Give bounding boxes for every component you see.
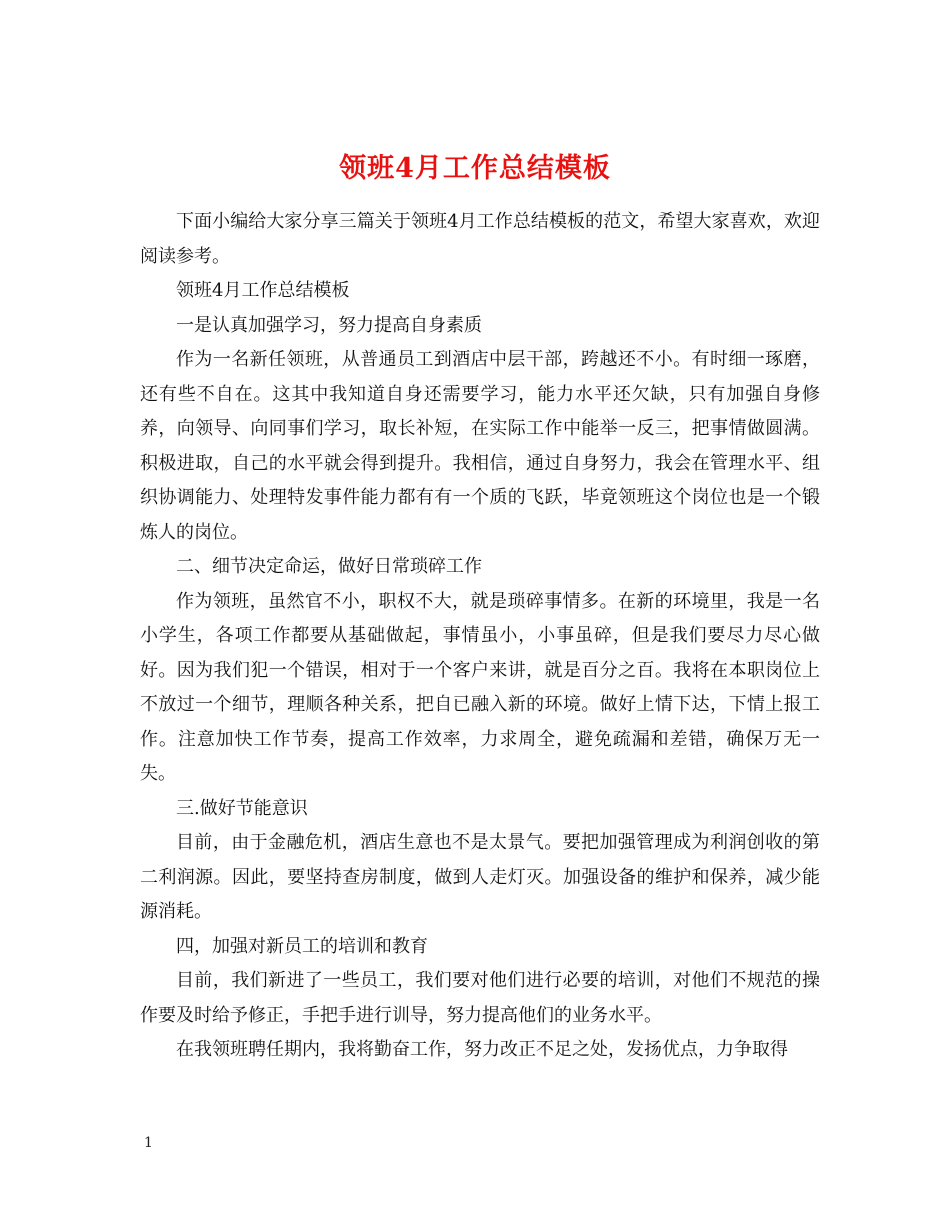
page-number: 1 — [144, 1135, 153, 1151]
subtitle-paragraph: 领班4月工作总结模板 — [176, 280, 350, 301]
section-heading-1: 一是认真加强学习，努力提高自身素质 — [176, 314, 482, 336]
document-body — [140, 205, 820, 1068]
body-paragraph: 在我领班聘任期内，我将勤奋工作，努力改正不足之处，发扬优点，力争取得 — [176, 1039, 788, 1060]
intro-paragraph: 下面小编给大家分享三篇关于领班4月工作总结模板的范文，希望大家喜欢，欢迎阅读参考。 — [140, 211, 820, 267]
body-paragraph: 目前，我们新进了一些员工，我们要对他们进行必要的培训，对他们不规范的操作要及时给予修正，手把手进行训导，努力提高他们的业务水平。 — [140, 970, 820, 1026]
section-heading-3: 三.做好节能意识 — [176, 797, 308, 819]
body-paragraph: 作为一名新任领班，从普通员工到酒店中层干部，跨越还不小。有时细一琢磨，还有些不自在。这其中我知道自身还需要学习，能力水平还欠缺，只有加强自身修养，向领导、向同事们学习，取长补短，在实际工作中能举一反三，把事情做圆满。积极进取，自己的水平就会得到提升。我相信，通过自身努力，我会在管理水平、组织协调能力、处理特发事件能力都有有一个质的飞跃，毕竟领班这个岗位也是一个锻炼人的岗位。 — [140, 349, 820, 543]
section-heading-4: 四，加强对新员工的培训和教育 — [176, 935, 428, 957]
document-title: 领班4月工作总结模板 — [339, 153, 611, 185]
body-paragraph: 目前，由于金融危机，酒店生意也不是太景气。要把加强管理成为利润创收的第二利润源。因此，要坚持查房制度，做到人走灯灭。加强设备的维护和保养，减少能源消耗。 — [140, 832, 820, 922]
section-heading-2: 二、细节决定命运，做好日常琐碎工作 — [176, 556, 482, 577]
body-paragraph: 作为领班，虽然官不小，职权不大，就是琐碎事情多。在新的环境里，我是一名小学生，各项工作都要从基础做起，事情虽小，小事虽碎，但是我们要尽力尽心做好。因为我们犯一个错误，相对于一个客户来讲，就是百分之百。我将在本职岗位上不放过一个细节，理顺各种关系，把自已融入新的环境。做好上情下达，下情上报工作。注意加快工作节奏，提高工作效率，力求周全，避免疏漏和差错，确保万无一失。 — [140, 590, 820, 784]
